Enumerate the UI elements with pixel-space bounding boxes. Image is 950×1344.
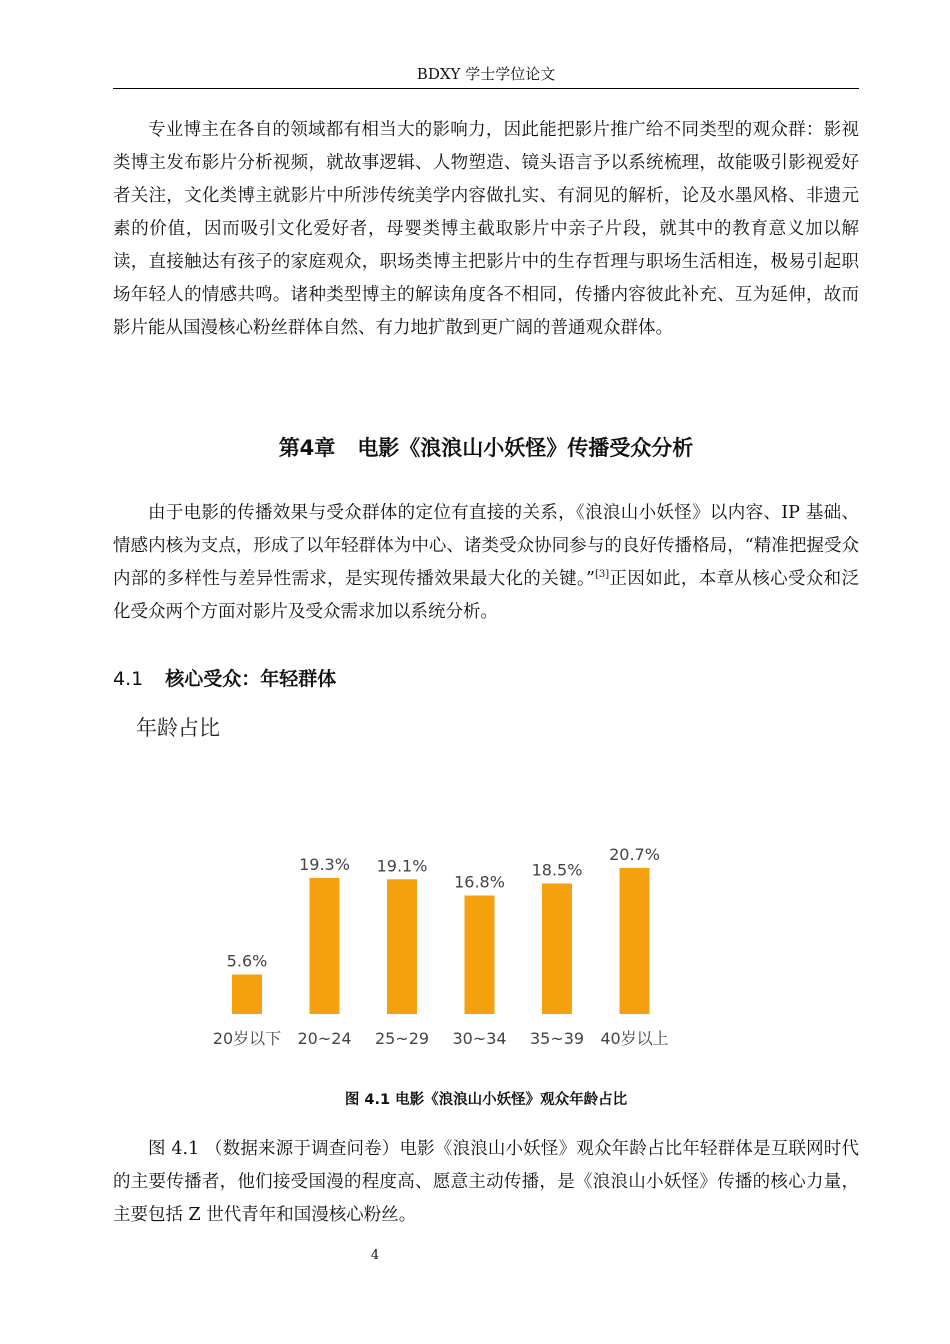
value-label-3: 16.8% [454, 872, 505, 892]
intro-text: 由于电影的传播效果与受众群体的定位有直接的关系，《浪浪山小妖怪》以内容、IP 基础、情感内核为支点，形成了以年轻群体为中心、诸类受众协同参与的良好传播格局，“精准把握受众内部的多样性与差异性需求，是实现传播效果最大化的关键。” [113, 503, 859, 589]
bar-0 [232, 975, 262, 1015]
value-label-1: 19.3% [299, 854, 350, 874]
citation-ref: [3] [595, 569, 610, 581]
category-label-1: 20~24 [297, 1029, 352, 1048]
category-label-3: 30~34 [452, 1029, 507, 1048]
category-label-5: 40岁以上 [600, 1029, 669, 1048]
chart-title: 年龄占比 [136, 716, 220, 740]
section-heading [113, 664, 336, 691]
paragraph-chapter-intro [113, 497, 859, 629]
value-label-5: 20.7% [609, 845, 660, 864]
section-number: 4.1 [113, 668, 144, 690]
bar-5 [620, 868, 650, 1014]
chapter-title: 电影《浪浪山小妖怪》传播受众分析 [357, 436, 694, 460]
bar-3 [465, 896, 495, 1015]
paragraph-figure-description: 图 4.1 （数据来源于调查问卷）电影《浪浪山小妖怪》观众年龄占比年轻群体是互联网时代的主要传播者，他们接受国漫的程度高、愿意主动传播，是《浪浪山小妖怪》传播的核心力量，主要包括 Z 世代青年和国漫核心粉丝。 [113, 1139, 859, 1225]
bar-1 [310, 878, 340, 1014]
category-label-4: 35~39 [529, 1029, 585, 1048]
bar-4 [542, 884, 572, 1015]
value-label-4: 18.5% [531, 860, 583, 880]
page-header [113, 60, 859, 89]
chapter-heading [113, 432, 859, 462]
paragraph-blogger-types: 专业博主在各自的领域都有相当大的影响力，因此能把影片推广给不同类型的观众群：影视类博主发布影片分析视频，就故事逻辑、人物塑造、镜头语言予以系统梳理，故能吸引影视爱好者关注，文化类博主就影片中所涉传统美学内容做扎实、有洞见的解析，论及水墨风格、非遗元素的价值，因而吸引文化爱好者，母婴类博主截取影片中亲子片段，就其中的教育意义加以解读，直接触达有孩子的家庭观众，职场类博主把影片中的生存哲理与职场生活相连，极易引起职场年轻人的情感共鸣。诸种类型博主的解读角度各不相同，传播内容彼此补充、互为延伸，故而影片能从国漫核心粉丝群体自然、有力地扩散到更广阔的普通观众群体。 [113, 120, 859, 338]
value-label-2: 19.1% [376, 856, 428, 876]
category-label-2: 25~29 [374, 1029, 430, 1048]
chapter-number: 第4章 [278, 436, 336, 460]
bar-2 [387, 879, 417, 1014]
figure-caption: 图 4.1 电影《浪浪山小妖怪》观众年龄占比 [344, 1092, 628, 1108]
section-title: 核心受众：年轻群体 [165, 668, 337, 690]
intro-text-continued: 正因如此，本章从核心受众和泛化受众两个方面对影片及受众需求加以系统分析。 [113, 569, 859, 622]
value-label-0: 5.6% [226, 951, 268, 971]
page-number: 4 [370, 1248, 380, 1263]
header-text: BDXY 学士学位论文 [416, 65, 556, 83]
category-label-0: 20岁以下 [212, 1029, 282, 1048]
